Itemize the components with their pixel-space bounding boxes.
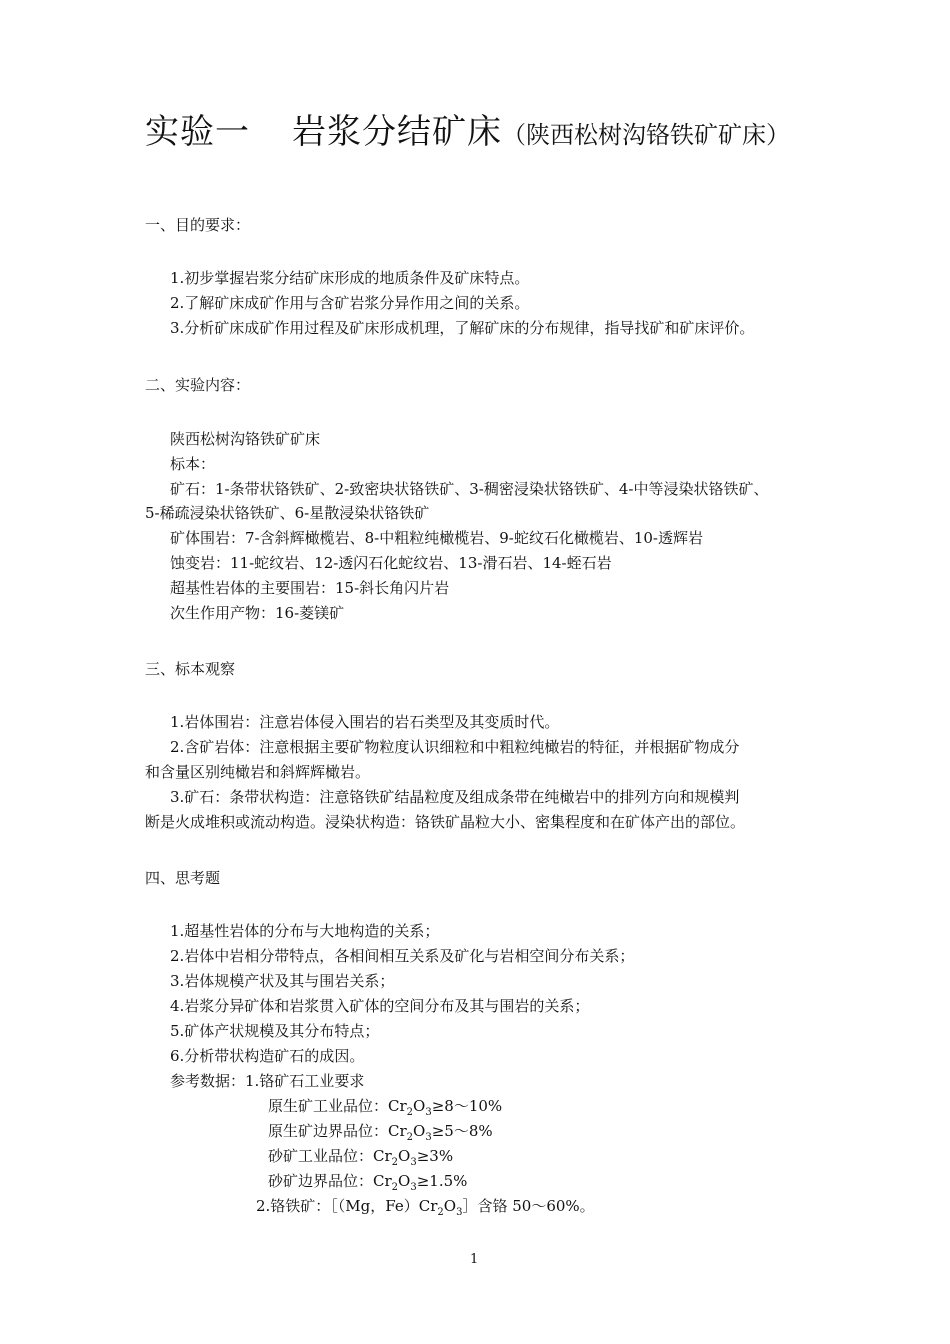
observation-item: 1.岩体围岩：注意岩体侵入围岩的岩石类型及其变质时代。: [170, 713, 560, 731]
page-number: 1: [470, 1252, 479, 1267]
observation-item: 2.含矿岩体：注意根据主要矿物粒度认识细粒和中粗粒纯橄岩的特征，并根据矿物成分: [170, 738, 740, 756]
ore-list-line1: 矿石：1-条带状铬铁矿、2-致密块状铬铁矿、3-稠密浸染状铬铁矿、4-中等浸染状铬铁矿、: [170, 480, 769, 498]
ore-list-line2: 5-稀疏浸染状铬铁矿、6-星散浸染状铬铁矿: [145, 504, 430, 522]
title-subtitle: （陕西松树沟铬铁矿矿床）: [502, 121, 790, 149]
country-rock-list: 超基性岩体的主要围岩：15-斜长角闪片岩: [170, 579, 450, 597]
reference-row: 砂矿工业品位：$Cr_2O_3\ge 3\%$: [268, 1147, 454, 1168]
page-title: [145, 104, 790, 153]
question-item: 1.超基性岩体的分布与大地构造的关系；: [170, 922, 440, 940]
reference-row-label: 砂矿边界品位：: [268, 1172, 374, 1190]
question-item: 2.岩体中岩相分带特点，各相间相互关系及矿化与岩相空间分布关系；: [170, 947, 635, 965]
chromite-formula-prefix: 2.铬铁矿：［（Mg，Fe）: [256, 1197, 419, 1215]
section1-item: 1.初步掌握岩浆分结矿床形成的地质条件及矿床特点。: [170, 269, 530, 287]
alteration-rock-list: 蚀变岩：11-蛇纹岩、12-透闪石化蛇纹岩、13-滑石岩、14-蛭石岩: [170, 554, 612, 572]
deposit-name: 陕西松树沟铬铁矿矿床: [170, 430, 321, 448]
question-item: 5.矿体产状规模及其分布特点；: [170, 1022, 380, 1040]
secondary-product-list: 次生作用产物：16-菱镁矿: [170, 604, 345, 622]
question-item: 6.分析带状构造矿石的成因。: [170, 1047, 365, 1065]
chromite-formula-suffix: ］含铬 50～60%。: [462, 1197, 595, 1215]
section1-heading: 一、目的要求：: [145, 216, 251, 234]
reference-row-value: ≥3%: [416, 1147, 454, 1165]
specimen-label: 标本：: [170, 455, 216, 473]
reference-row-value: ≥5～8%: [431, 1122, 493, 1140]
reference-row: 原生矿工业品位：$Cr_2O_3\ge 8\sim 10\%$: [268, 1097, 503, 1118]
reference-row-label: 原生矿边界品位：: [268, 1122, 389, 1140]
question-item: 4.岩浆分异矿体和岩浆贯入矿体的空间分布及其与围岩的关系；: [170, 997, 590, 1015]
observation-item-cont: 断是火成堆积或流动构造。浸染状构造：铬铁矿晶粒大小、密集程度和在矿体产出的部位。: [145, 813, 746, 831]
section3-heading: 三、标本观察: [145, 660, 236, 678]
host-rock-list: 矿体围岩：7-含斜辉橄榄岩、8-中粗粒纯橄榄岩、9-蛇纹石化橄榄岩、10-透辉岩: [170, 529, 703, 547]
section1-item: 2.了解矿床成矿作用与含矿岩浆分异作用之间的关系。: [170, 294, 530, 312]
section2-heading: 二、实验内容：: [145, 376, 251, 394]
reference-label: 参考数据：1.铬矿石工业要求: [170, 1072, 365, 1090]
observation-item-cont: 和含量区别纯橄岩和斜辉辉橄岩。: [145, 763, 371, 781]
chromite-formula-line: 2.铬铁矿：［（Mg，$Fe)Cr_2O_3]$含铬 50～60%。: [256, 1197, 595, 1218]
section4-heading: 四、思考题: [145, 869, 221, 887]
reference-row-label: 原生矿工业品位：: [268, 1097, 389, 1115]
reference-row-value: ≥1.5%: [416, 1172, 468, 1190]
reference-row-value: ≥8～10%: [431, 1097, 503, 1115]
observation-item: 3.矿石：条带状构造：注意铬铁矿结晶粒度及组成条带在纯橄岩中的排列方向和规模判: [170, 788, 740, 806]
section1-item: 3.分析矿床成矿作用过程及矿床形成机理，了解矿床的分布规律，指导找矿和矿床评价。: [170, 319, 755, 337]
reference-row: 原生矿边界品位：$Cr_2O_3\ge 5\sim 8\%$: [268, 1122, 493, 1143]
reference-row-label: 砂矿工业品位：: [268, 1147, 374, 1165]
title-main-a: 实验一: [145, 112, 250, 152]
reference-row: 砂矿边界品位：$Cr_2O_3\ge 1.5\%$: [268, 1172, 468, 1193]
question-item: 3.岩体规模产状及其与围岩关系；: [170, 972, 395, 990]
title-main-b: 岩浆分结矿床: [292, 112, 502, 152]
